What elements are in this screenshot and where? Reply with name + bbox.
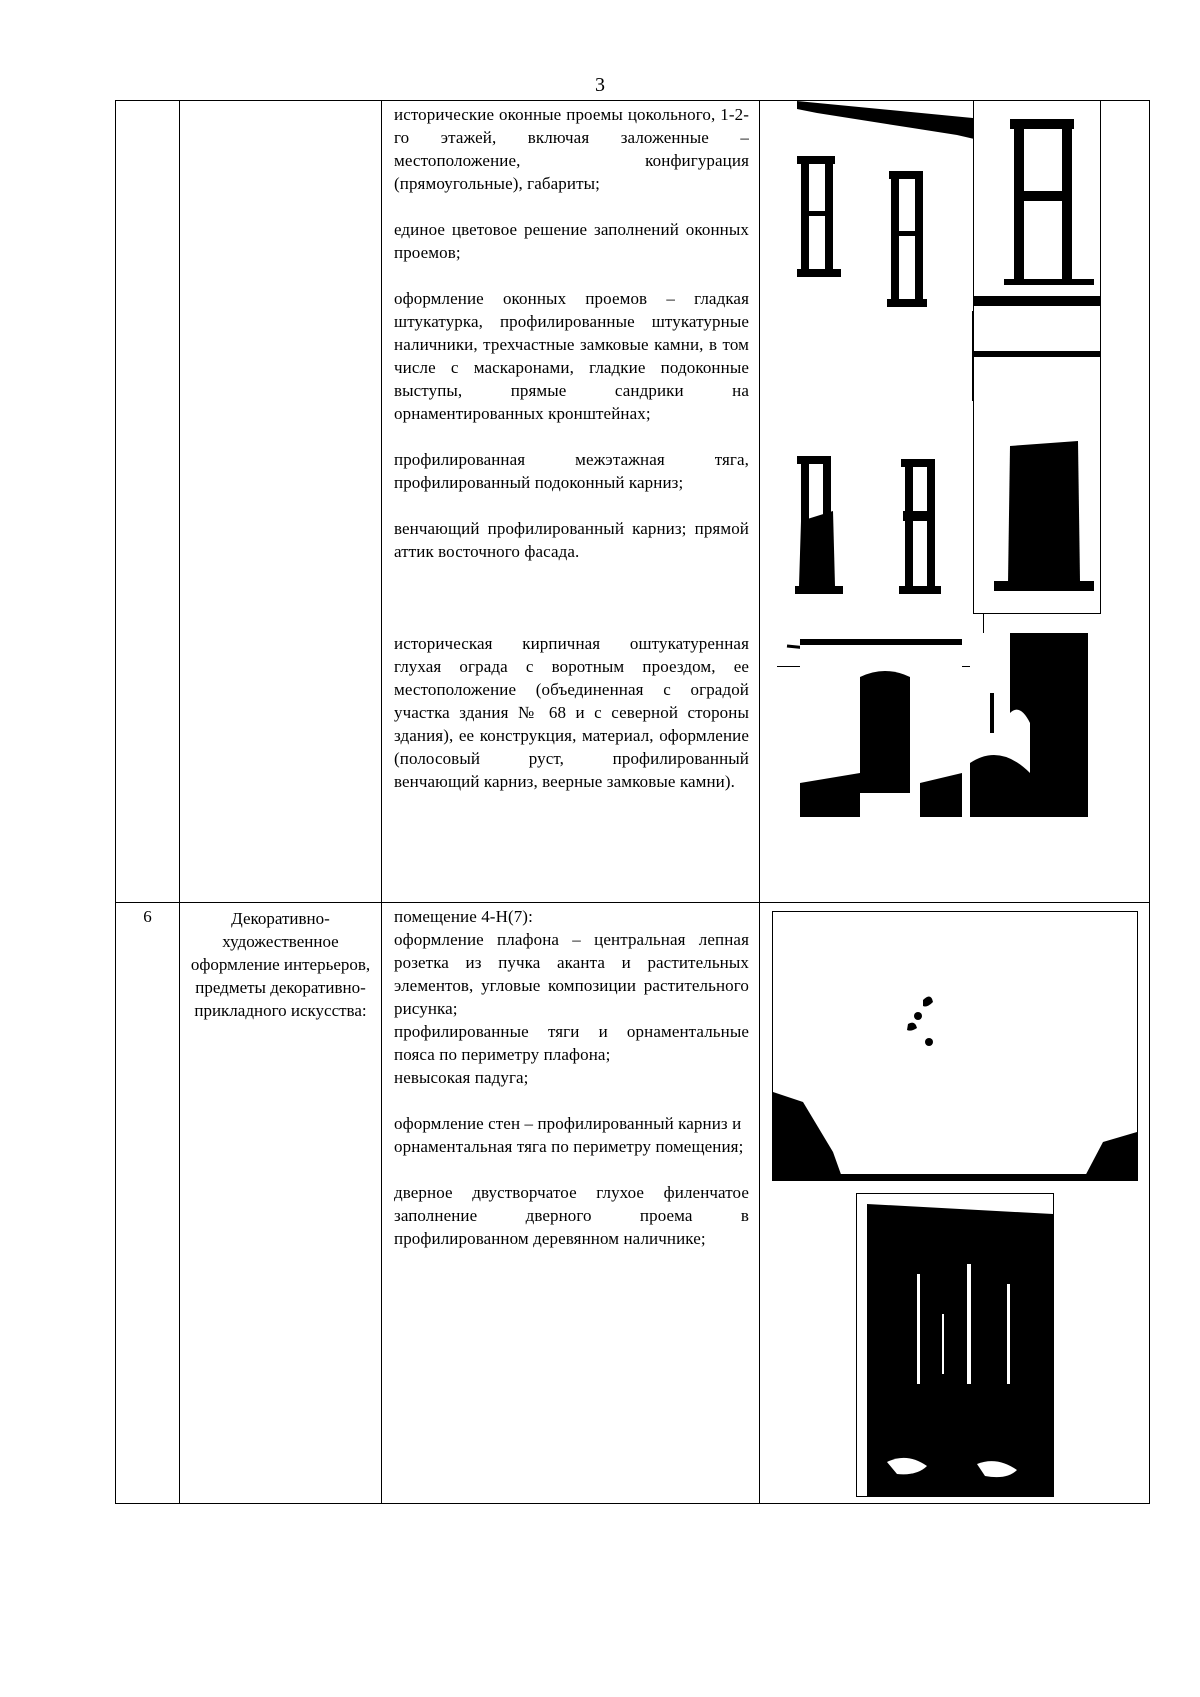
page-number: 3	[595, 74, 605, 96]
heritage-table	[115, 100, 1150, 1504]
fence-wall-photo	[970, 633, 1088, 817]
row-description	[382, 903, 760, 1504]
photos-cell	[760, 101, 1150, 903]
row-name: Декоративно-художественное оформление интерьеров, предметы декоративно-прикладного искусства:	[180, 903, 382, 1504]
fence-gate-photo	[800, 633, 962, 817]
desc-paragraph: оформление оконных проемов – гладкая штукатурка, профилированные штукатурные наличники, трехчастные замковые камни, в том числе с маскаронами, гладкие подоконные выступы, прямые сандрики на орнаментированных кронштейнах;	[394, 289, 749, 423]
desc-paragraph: единое цветовое решение заполнений оконных проемов;	[394, 220, 749, 262]
desc-paragraph: венчающий профилированный карниз; прямой аттик восточного фасада.	[394, 519, 749, 561]
photos-cell	[760, 903, 1150, 1504]
row-name	[180, 101, 382, 903]
row-number: 6	[116, 903, 180, 1504]
desc-paragraph: помещение 4-Н(7):	[394, 907, 533, 926]
row-number	[116, 101, 180, 903]
desc-paragraph: историческая кирпичная оштукатуренная глухая ограда с воротным проездом, ее местоположение (объединенная с оградой участка здания № 68 и с северной стороны здания), ее конструкция, материал, оформление (полосовый руст, профилированный венчающий карниз, веерные замковые камни).	[394, 634, 749, 791]
desc-paragraph: дверное двустворчатое глухое филенчатое заполнение дверного проема в профилированном деревянном наличнике;	[394, 1183, 749, 1248]
table-row	[116, 903, 1150, 1504]
row-description	[382, 101, 760, 903]
table-row	[116, 101, 1150, 903]
desc-paragraph: оформление плафона – центральная лепная розетка из пучка аканта и растительных элементов, угловые композиции растительного рисунка;	[394, 930, 749, 1018]
desc-paragraph: исторические оконные проемы цокольного, 1-2-го этажей, включая заложенные – местоположение, конфигурация (прямоугольные), габариты;	[394, 105, 749, 193]
ceiling-rosette-photo	[772, 911, 1138, 1181]
desc-paragraph: профилированная межэтажная тяга, профилированный подоконный карниз;	[394, 450, 749, 492]
double-door-photo	[856, 1193, 1054, 1497]
desc-paragraph: профилированные тяги и орнаментальные пояса по периметру плафона;	[394, 1022, 749, 1064]
facade-windows-photo	[777, 101, 984, 667]
desc-paragraph: невысокая падуга;	[394, 1068, 529, 1087]
desc-paragraph: оформление стен – профилированный карниз и орнаментальная тяга по периметру помещения;	[394, 1114, 744, 1156]
facade-side-photo	[973, 101, 1101, 614]
